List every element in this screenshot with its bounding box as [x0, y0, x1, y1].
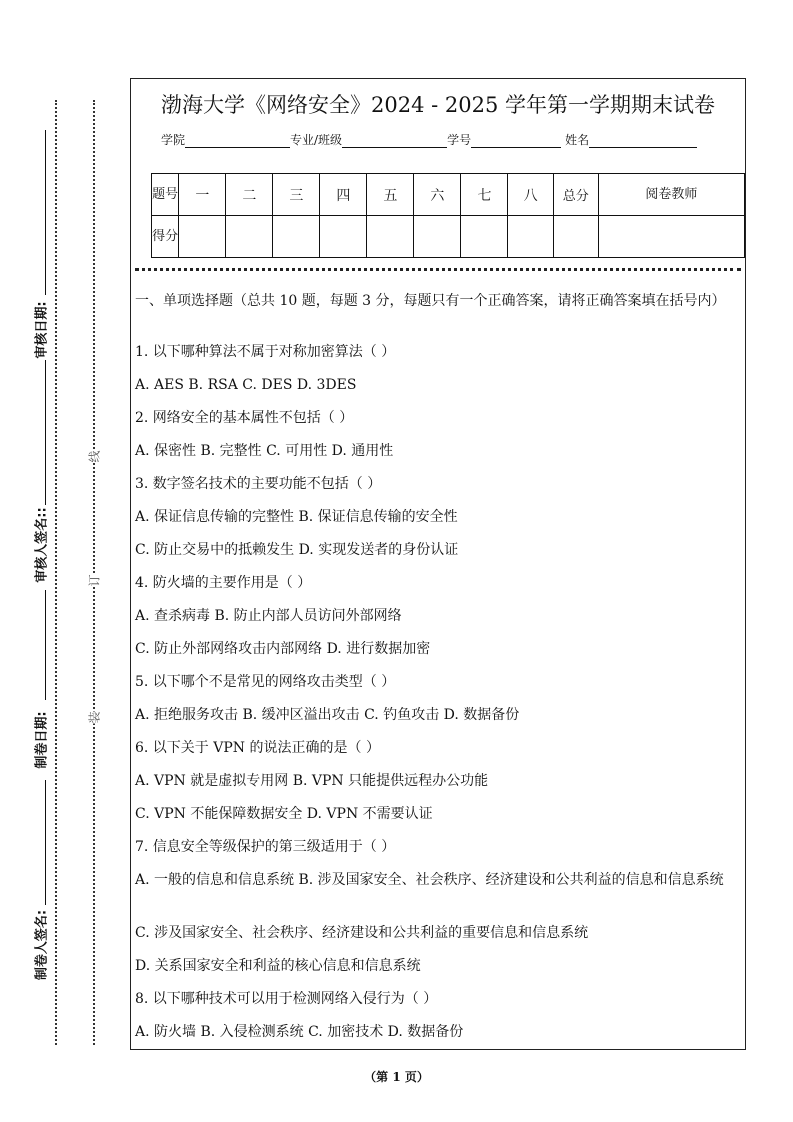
col-header: 三 — [273, 174, 320, 216]
score-cell[interactable] — [553, 216, 598, 258]
question: 1. 以下哪种算法不属于对称加密算法（ ） — [135, 344, 396, 360]
binding-mark: 装 — [87, 711, 102, 724]
answer-options: A. 一般的信息和信息系统 B. 涉及国家安全、社会秩序、经济建设和公共利益的信息和信息系统 — [135, 872, 724, 888]
score-cell[interactable] — [508, 216, 553, 258]
question: 2. 网络安全的基本属性不包括（ ） — [135, 410, 354, 426]
answer-options: D. 关系国家安全和利益的核心信息和信息系统 — [135, 958, 421, 974]
answer-options: A. 保证信息传输的完整性 B. 保证信息传输的安全性 — [135, 509, 458, 525]
section-heading: 一、单项选择题（总共 10 题，每题 3 分，每题只有一个正确答案，请将正确答案填在括号内） — [135, 293, 726, 309]
id-label: 学号 — [447, 133, 472, 147]
col-header: 五 — [367, 174, 414, 216]
row-header: 题号 — [152, 174, 179, 216]
answer-options: A. 拒绝服务攻击 B. 缓冲区溢出攻击 C. 钓鱼攻击 D. 数据备份 — [135, 707, 520, 723]
paper-maker-signature-label: 制卷人签名: — [34, 909, 50, 981]
row-header: 得分 — [152, 216, 179, 258]
answer-options: A. 保密性 B. 完整性 C. 可用性 D. 通用性 — [135, 443, 394, 459]
answer-options: C. VPN 不能保障数据安全 D. VPN 不需要认证 — [135, 806, 433, 822]
col-header: 八 — [508, 174, 553, 216]
student-info — [161, 131, 697, 148]
college-label: 学院 — [161, 133, 186, 147]
answer-options: C. 防止外部网络攻击内部网络 D. 进行数据加密 — [135, 641, 431, 657]
question: 8. 以下哪种技术可以用于检测网络入侵行为（ ） — [135, 991, 438, 1007]
exam-frame — [130, 78, 746, 1050]
col-header: 一 — [179, 174, 226, 216]
binding-mark: 线 — [87, 450, 102, 463]
reviewer-signature-label: 审核人签名:: — [34, 507, 50, 583]
score-cell[interactable] — [226, 216, 273, 258]
question: 5. 以下哪个不是常见的网络攻击类型（ ） — [135, 674, 396, 690]
signature-line — [45, 780, 46, 905]
col-header: 总分 — [553, 174, 598, 216]
student-id-field[interactable] — [471, 133, 561, 148]
score-cell[interactable] — [414, 216, 461, 258]
answer-options: A. 防火墙 B. 入侵检测系统 C. 加密技术 D. 数据备份 — [135, 1024, 464, 1040]
page-number: （第 1 页） — [364, 1070, 429, 1084]
score-cell[interactable] — [367, 216, 414, 258]
score-table — [151, 173, 745, 258]
col-header: 六 — [414, 174, 461, 216]
review-date-label: 审核日期: — [34, 301, 50, 359]
answer-options: A. AES B. RSA C. DES D. 3DES — [135, 377, 357, 393]
exam-title: 渤海大学《网络安全》2024 - 2025 学年第一学期期末试卷 — [160, 93, 715, 117]
col-header: 四 — [320, 174, 367, 216]
signature-line — [45, 360, 46, 505]
score-cell[interactable] — [179, 216, 226, 258]
name-field[interactable] — [589, 133, 697, 148]
paper-date-label: 制卷日期: — [34, 711, 50, 769]
col-header: 二 — [226, 174, 273, 216]
binding-mark: 订 — [87, 574, 102, 587]
answer-options: C. 防止交易中的抵赖发生 D. 实现发送者的身份认证 — [135, 542, 459, 558]
score-cell[interactable] — [461, 216, 508, 258]
question: 3. 数字签名技术的主要功能不包括（ ） — [135, 476, 382, 492]
score-cell[interactable] — [273, 216, 320, 258]
separator — [135, 268, 741, 271]
col-header: 七 — [461, 174, 508, 216]
binding-dotted-line-outer — [55, 100, 57, 1045]
question: 4. 防火墙的主要作用是（ ） — [135, 575, 312, 591]
major-label: 专业/班级 — [290, 133, 343, 147]
college-field[interactable] — [185, 133, 290, 148]
col-header: 阅卷教师 — [598, 174, 744, 216]
major-field[interactable] — [342, 133, 447, 148]
question: 7. 信息安全等级保护的第三级适用于（ ） — [135, 839, 396, 855]
answer-options: A. VPN 就是虚拟专用网 B. VPN 只能提供远程办公功能 — [135, 773, 489, 789]
signature-line — [45, 130, 46, 295]
answer-options: A. 查杀病毒 B. 防止内部人员访问外部网络 — [135, 608, 402, 624]
score-cell[interactable] — [320, 216, 367, 258]
binding-dotted-line-inner — [93, 100, 95, 1045]
name-label: 姓名 — [565, 133, 590, 147]
question: 6. 以下关于 VPN 的说法正确的是（ ） — [135, 740, 380, 756]
answer-options: C. 涉及国家安全、社会秩序、经济建设和公共利益的重要信息和信息系统 — [135, 925, 589, 941]
signature-line — [45, 590, 46, 700]
score-cell[interactable] — [598, 216, 744, 258]
